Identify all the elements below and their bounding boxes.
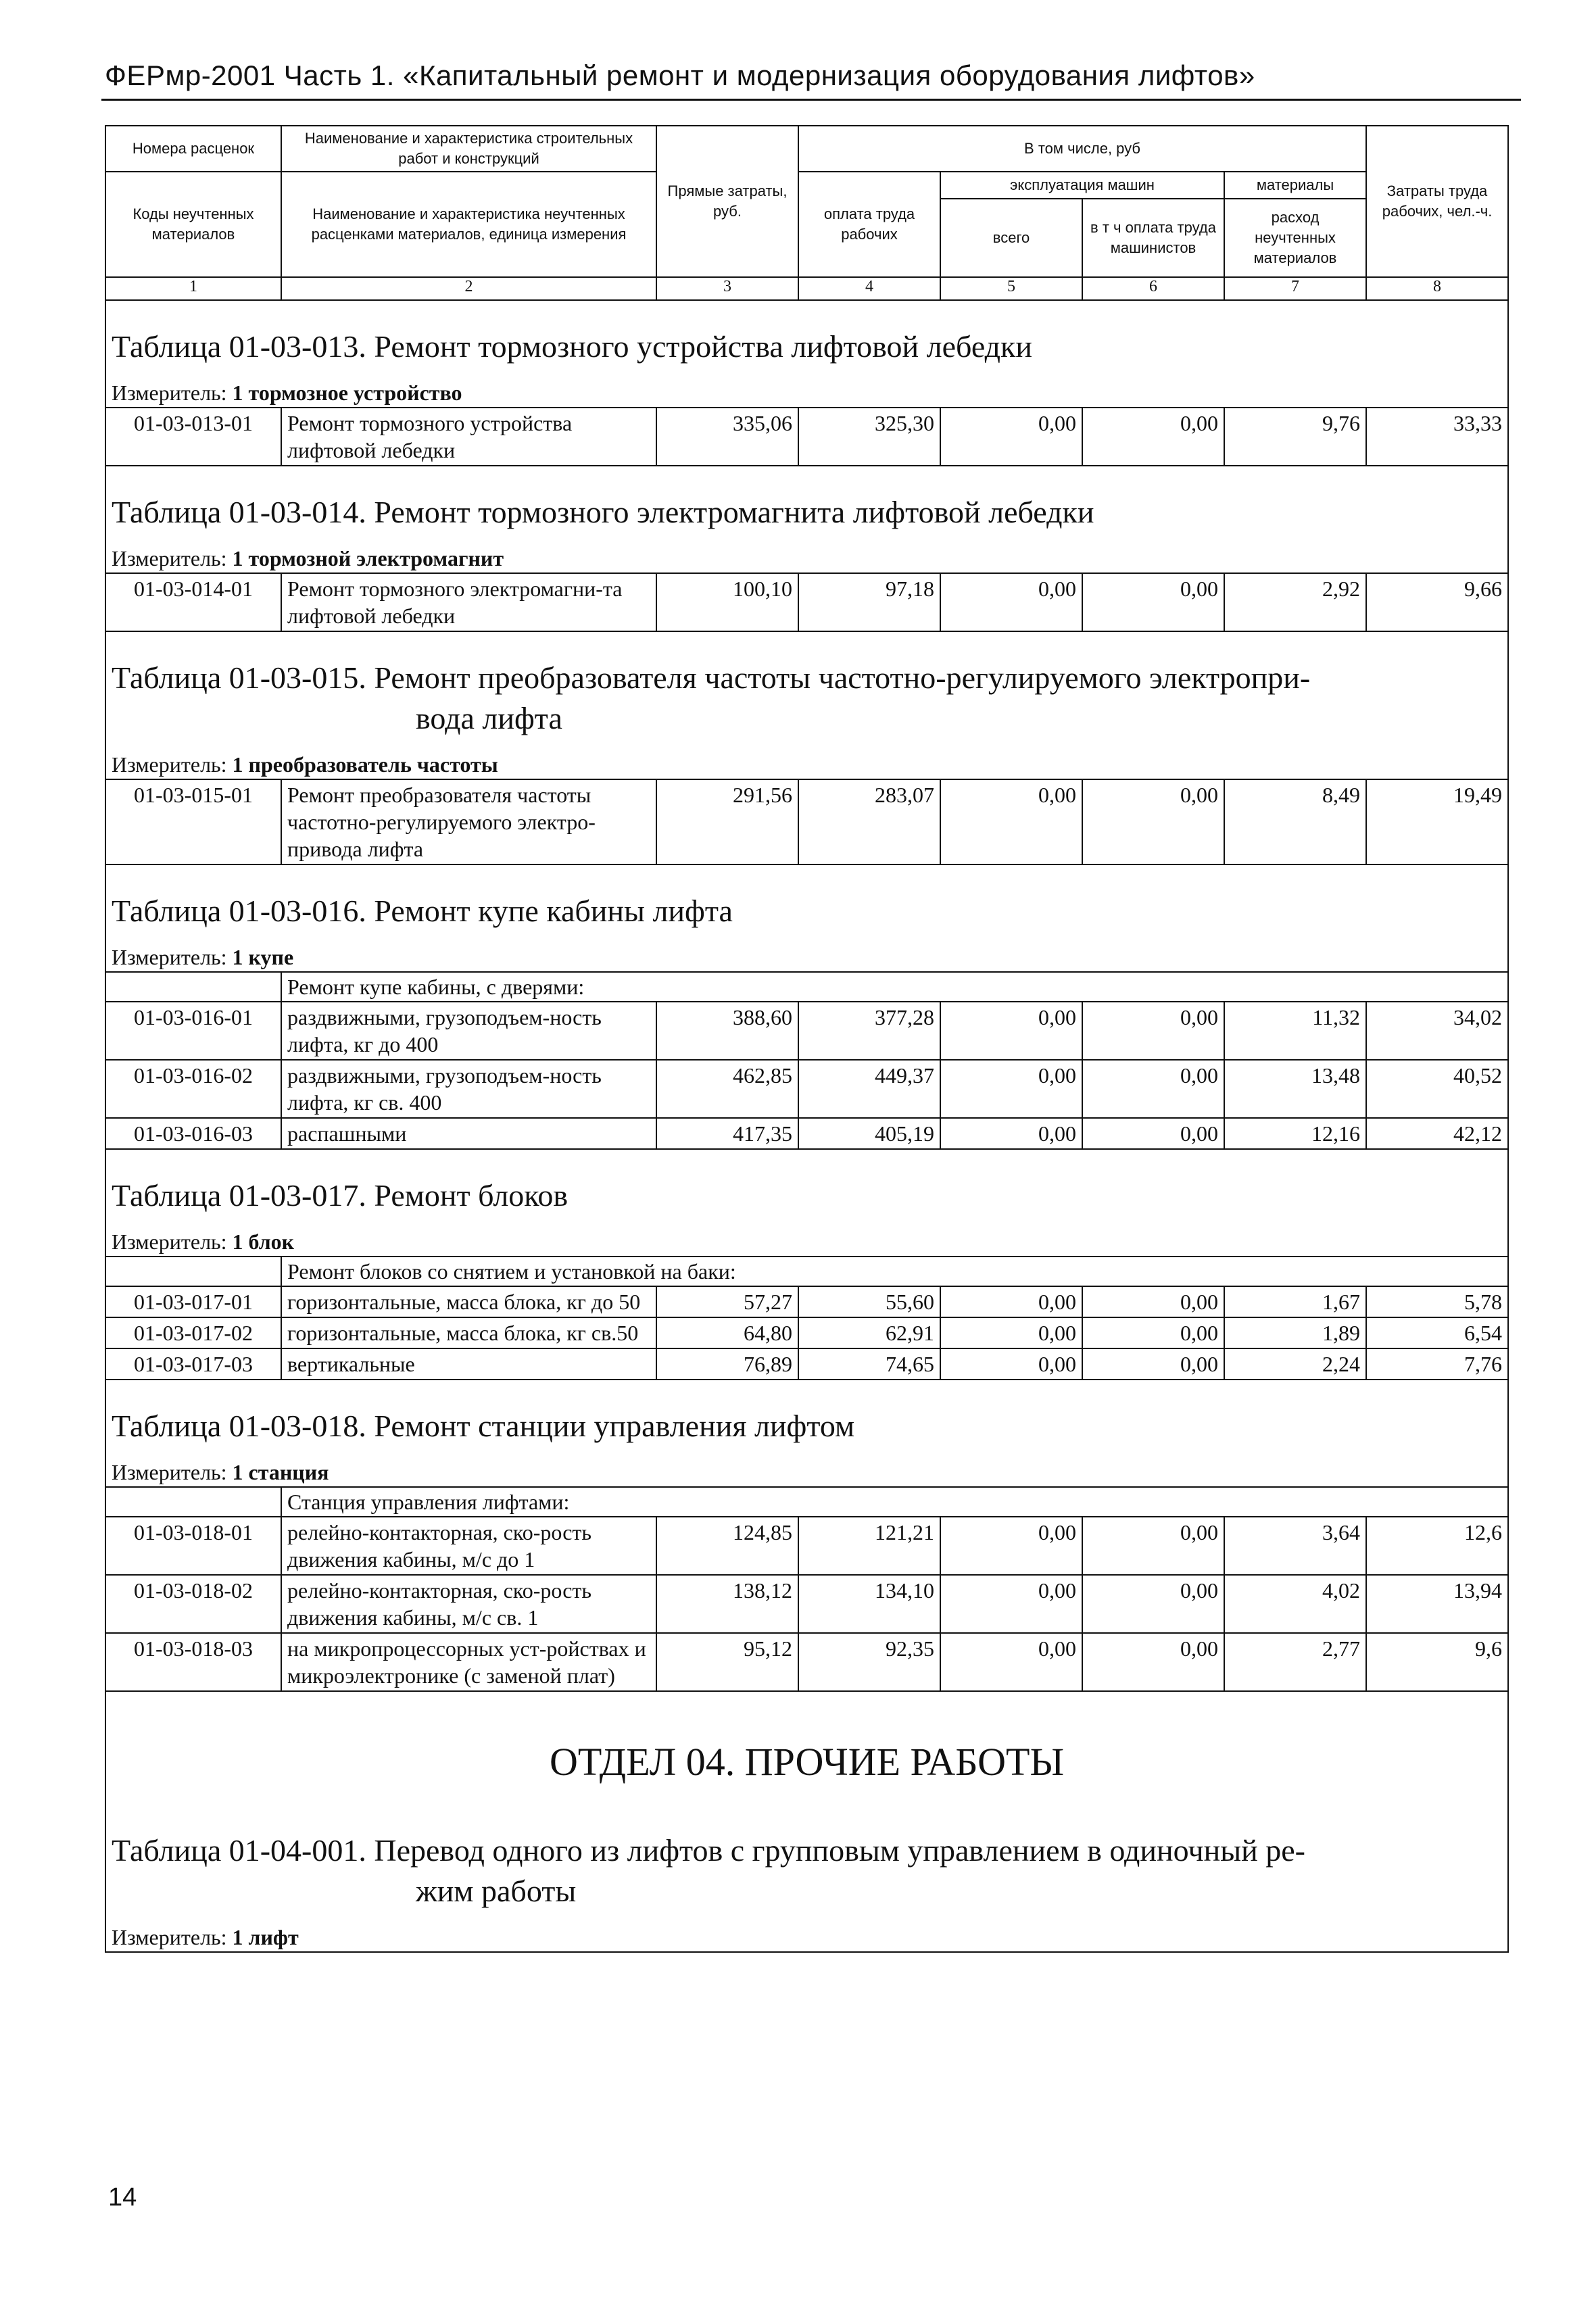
cell-machinists: 0,00: [1082, 573, 1224, 631]
section-title: [105, 300, 1508, 376]
meter-label: Измеритель:: [112, 945, 227, 969]
cell-labor: 34,02: [1366, 1002, 1508, 1060]
meter-row: [105, 748, 1508, 779]
meter: [105, 376, 1508, 408]
meter-row: [105, 1225, 1508, 1257]
table-row: [105, 1286, 1508, 1317]
cell-name: раздвижными, грузоподъем-ность лифта, кг св. 400: [281, 1060, 656, 1118]
cell-code: 01-03-017-02: [105, 1317, 281, 1348]
meter-row: [105, 376, 1508, 408]
section-title-row: [105, 466, 1508, 542]
cell-materials: 9,76: [1224, 408, 1366, 466]
cell-name: горизонтальные, масса блока, кг до 50: [281, 1286, 656, 1317]
cell-machinists: 0,00: [1082, 1575, 1224, 1633]
section-title-row: [105, 631, 1508, 748]
table-row: [105, 1002, 1508, 1060]
cell-name: на микропроцессорных уст-ройствах и микроэлектронике (с заменой плат): [281, 1633, 656, 1691]
meter-row: [105, 1921, 1508, 1952]
meter-value: 1 купе: [232, 945, 294, 969]
meter-row: [105, 941, 1508, 972]
section-title-continuation: вода лифта: [416, 701, 562, 735]
cell-name: релейно-контакторная, ско-рость движения кабины, м/с св. 1: [281, 1575, 656, 1633]
subheading-spacer: [105, 1257, 281, 1286]
table-row: [105, 1517, 1508, 1575]
cell-machines: 0,00: [940, 1060, 1082, 1118]
section-title-text: Таблица 01-03-018. Ремонт станции управления лифтом: [112, 1409, 855, 1443]
cell-machines: 0,00: [940, 1317, 1082, 1348]
section-title-text: Таблица 01-03-014. Ремонт тормозного электромагнита лифтовой лебедки: [112, 495, 1094, 529]
cell-wages: 405,19: [798, 1118, 940, 1149]
meter: [105, 1225, 1508, 1257]
cell-wages: 97,18: [798, 573, 940, 631]
cell-labor: 9,6: [1366, 1633, 1508, 1691]
cell-code: 01-03-017-03: [105, 1348, 281, 1380]
table-row: [105, 408, 1508, 466]
running-header: ФЕРмр-2001 Часть 1. «Капитальный ремонт и модернизация оборудования лифтов»: [105, 59, 1255, 91]
table-row: [105, 1575, 1508, 1633]
meter-label: Измеритель:: [112, 752, 227, 777]
meter-label: Измеритель:: [112, 1229, 227, 1254]
header-machines: эксплуатация машин: [940, 172, 1224, 199]
column-number: 3: [656, 277, 798, 300]
meter: [105, 1456, 1508, 1487]
section-title-row: [105, 1805, 1508, 1921]
cell-direct: 291,56: [656, 779, 798, 864]
section-title: [105, 631, 1508, 748]
cell-labor: 7,76: [1366, 1348, 1508, 1380]
section-title: [105, 864, 1508, 941]
cell-machinists: 0,00: [1082, 1118, 1224, 1149]
cell-labor: 19,49: [1366, 779, 1508, 864]
header-rate-numbers: Номера расценок: [105, 126, 281, 172]
cell-materials: 1,67: [1224, 1286, 1366, 1317]
column-number: 8: [1366, 277, 1508, 300]
header-in-total: В том числе, руб: [798, 126, 1366, 172]
meter-row: [105, 542, 1508, 573]
cell-code: 01-03-016-01: [105, 1002, 281, 1060]
cell-labor: 33,33: [1366, 408, 1508, 466]
cell-labor: 9,66: [1366, 573, 1508, 631]
subheading: Станция управления лифтами:: [281, 1487, 1508, 1517]
cell-name: Ремонт тормозного электромагни-та лифтовой лебедки: [281, 573, 656, 631]
cell-materials: 2,92: [1224, 573, 1366, 631]
cell-direct: 57,27: [656, 1286, 798, 1317]
table-row: [105, 1348, 1508, 1380]
cell-name: релейно-контакторная, ско-рость движения кабины, м/с до 1: [281, 1517, 656, 1575]
header-machines-total: всего: [940, 199, 1082, 277]
header-direct-costs: Прямые затраты, руб.: [656, 126, 798, 277]
cell-code: 01-03-016-02: [105, 1060, 281, 1118]
header-labor: Затраты труда рабочих, чел.-ч.: [1366, 126, 1508, 277]
cell-materials: 2,77: [1224, 1633, 1366, 1691]
cell-direct: 95,12: [656, 1633, 798, 1691]
cell-name: распашными: [281, 1118, 656, 1149]
cell-name: Ремонт тормозного устройства лифтовой лебедки: [281, 408, 656, 466]
cell-direct: 76,89: [656, 1348, 798, 1380]
cell-wages: 377,28: [798, 1002, 940, 1060]
cell-labor: 13,94: [1366, 1575, 1508, 1633]
cell-machines: 0,00: [940, 1575, 1082, 1633]
cell-direct: 124,85: [656, 1517, 798, 1575]
cell-code: 01-03-013-01: [105, 408, 281, 466]
section-title: [105, 1149, 1508, 1225]
section-title-text: Таблица 01-03-015. Ремонт преобразователя частоты частотно-регулируемого электропри-: [112, 660, 1311, 695]
cell-code: 01-03-018-03: [105, 1633, 281, 1691]
cell-wages: 121,21: [798, 1517, 940, 1575]
cell-wages: 74,65: [798, 1348, 940, 1380]
meter-value: 1 блок: [232, 1229, 295, 1254]
subheading-spacer: [105, 972, 281, 1002]
meter: [105, 542, 1508, 573]
meter-label: Измеритель:: [112, 1460, 227, 1484]
cell-machinists: 0,00: [1082, 408, 1224, 466]
meter-value: 1 тормозное устройство: [232, 381, 462, 405]
cell-wages: 55,60: [798, 1286, 940, 1317]
header-row-1: [105, 126, 1508, 172]
meter-row: [105, 1456, 1508, 1487]
cell-direct: 100,10: [656, 573, 798, 631]
section-title-text: Таблица 01-03-016. Ремонт купе кабины лифта: [112, 894, 733, 928]
table-row: [105, 779, 1508, 864]
header-row-2: [105, 172, 1508, 199]
cell-wages: 283,07: [798, 779, 940, 864]
cell-materials: 12,16: [1224, 1118, 1366, 1149]
section-title-continuation: жим работы: [416, 1874, 577, 1908]
cell-direct: 335,06: [656, 408, 798, 466]
header-work-name: Наименование и характеристика строительных работ и конструкций: [281, 126, 656, 172]
section-title-text: Таблица 01-03-013. Ремонт тормозного устройства лифтовой лебедки: [112, 329, 1033, 364]
section-title: [105, 1380, 1508, 1456]
cell-machinists: 0,00: [1082, 1517, 1224, 1575]
cell-direct: 138,12: [656, 1575, 798, 1633]
section-title-text: Таблица 01-04-001. Перевод одного из лифтов с групповым управлением в одиночный ре-: [112, 1833, 1305, 1868]
cell-materials: 11,32: [1224, 1002, 1366, 1060]
cell-machinists: 0,00: [1082, 1286, 1224, 1317]
cell-machines: 0,00: [940, 573, 1082, 631]
table-row: [105, 573, 1508, 631]
cell-labor: 40,52: [1366, 1060, 1508, 1118]
cell-direct: 417,35: [656, 1118, 798, 1149]
header-material-codes: Коды неучтенных материалов: [105, 172, 281, 277]
cell-direct: 64,80: [656, 1317, 798, 1348]
column-number: 6: [1082, 277, 1224, 300]
cell-wages: 449,37: [798, 1060, 940, 1118]
subheading: Ремонт купе кабины, с дверями:: [281, 972, 1508, 1002]
cell-machinists: 0,00: [1082, 779, 1224, 864]
cell-code: 01-03-018-02: [105, 1575, 281, 1633]
cell-code: 01-03-017-01: [105, 1286, 281, 1317]
meter: [105, 941, 1508, 972]
cell-labor: 6,54: [1366, 1317, 1508, 1348]
cell-code: 01-03-015-01: [105, 779, 281, 864]
section-title: [105, 466, 1508, 542]
cell-code: 01-03-018-01: [105, 1517, 281, 1575]
cell-machines: 0,00: [940, 408, 1082, 466]
cell-wages: 325,30: [798, 408, 940, 466]
cell-machinists: 0,00: [1082, 1060, 1224, 1118]
meter-label: Измеритель:: [112, 1925, 227, 1949]
cell-wages: 134,10: [798, 1575, 940, 1633]
table-row: [105, 1060, 1508, 1118]
cell-code: 01-03-016-03: [105, 1118, 281, 1149]
subheading-spacer: [105, 1487, 281, 1517]
cell-materials: 8,49: [1224, 779, 1366, 864]
cell-machines: 0,00: [940, 1348, 1082, 1380]
header-machinists-wages: в т ч оплата труда машинистов: [1082, 199, 1224, 277]
cell-materials: 3,64: [1224, 1517, 1366, 1575]
cell-name: Ремонт преобразователя частоты частотно-регулируемого электро-привода лифта: [281, 779, 656, 864]
column-number: 2: [281, 277, 656, 300]
cell-machines: 0,00: [940, 1517, 1082, 1575]
cell-materials: 2,24: [1224, 1348, 1366, 1380]
cell-machinists: 0,00: [1082, 1317, 1224, 1348]
cell-direct: 462,85: [656, 1060, 798, 1118]
column-numbers: [105, 277, 1508, 300]
meter-value: 1 лифт: [232, 1925, 299, 1949]
header-materials: материалы: [1224, 172, 1366, 199]
subheading-row: [105, 972, 1508, 1002]
cell-code: 01-03-014-01: [105, 573, 281, 631]
section-title: [105, 1805, 1508, 1921]
subheading: Ремонт блоков со снятием и установкой на баки:: [281, 1257, 1508, 1286]
section-title-row: [105, 1380, 1508, 1456]
header-material-names: Наименование и характеристика неучтенных расценками материалов, единица измерения: [281, 172, 656, 277]
cell-machines: 0,00: [940, 1633, 1082, 1691]
meter-value: 1 тормозной электромагнит: [232, 546, 504, 570]
meter-label: Измеритель:: [112, 546, 227, 570]
cell-wages: 92,35: [798, 1633, 940, 1691]
cell-name: горизонтальные, масса блока, кг св.50: [281, 1317, 656, 1348]
price-table: [105, 125, 1509, 1953]
section-title-row: [105, 300, 1508, 376]
division-title-row: [105, 1691, 1508, 1805]
table-row: [105, 1317, 1508, 1348]
subheading-row: [105, 1487, 1508, 1517]
table-row: [105, 1118, 1508, 1149]
meter: [105, 748, 1508, 779]
header-unaccounted-materials: расход неучтенных материалов: [1224, 199, 1366, 277]
header-rule: [101, 99, 1521, 101]
division-title: ОТДЕЛ 04. ПРОЧИЕ РАБОТЫ: [105, 1691, 1508, 1805]
page-number: 14: [108, 2183, 137, 2212]
cell-machines: 0,00: [940, 1286, 1082, 1317]
cell-machinists: 0,00: [1082, 1633, 1224, 1691]
cell-name: раздвижными, грузоподъем-ность лифта, кг до 400: [281, 1002, 656, 1060]
cell-name: вертикальные: [281, 1348, 656, 1380]
cell-labor: 5,78: [1366, 1286, 1508, 1317]
cell-materials: 13,48: [1224, 1060, 1366, 1118]
column-number: 4: [798, 277, 940, 300]
column-number: 5: [940, 277, 1082, 300]
cell-machines: 0,00: [940, 1002, 1082, 1060]
subheading-row: [105, 1257, 1508, 1286]
cell-machinists: 0,00: [1082, 1002, 1224, 1060]
cell-materials: 4,02: [1224, 1575, 1366, 1633]
section-title-text: Таблица 01-03-017. Ремонт блоков: [112, 1178, 569, 1213]
meter: [105, 1921, 1508, 1952]
cell-wages: 62,91: [798, 1317, 940, 1348]
cell-materials: 1,89: [1224, 1317, 1366, 1348]
cell-labor: 12,6: [1366, 1517, 1508, 1575]
header-wages: оплата труда рабочих: [798, 172, 940, 277]
cell-machines: 0,00: [940, 779, 1082, 864]
cell-direct: 388,60: [656, 1002, 798, 1060]
section-title-row: [105, 1149, 1508, 1225]
cell-labor: 42,12: [1366, 1118, 1508, 1149]
meter-value: 1 станция: [232, 1460, 329, 1484]
cell-machines: 0,00: [940, 1118, 1082, 1149]
cell-machinists: 0,00: [1082, 1348, 1224, 1380]
meter-value: 1 преобразователь частоты: [232, 752, 498, 777]
meter-label: Измеритель:: [112, 381, 227, 405]
table-row: [105, 1633, 1508, 1691]
column-number: 1: [105, 277, 281, 300]
column-number: 7: [1224, 277, 1366, 300]
section-title-row: [105, 864, 1508, 941]
